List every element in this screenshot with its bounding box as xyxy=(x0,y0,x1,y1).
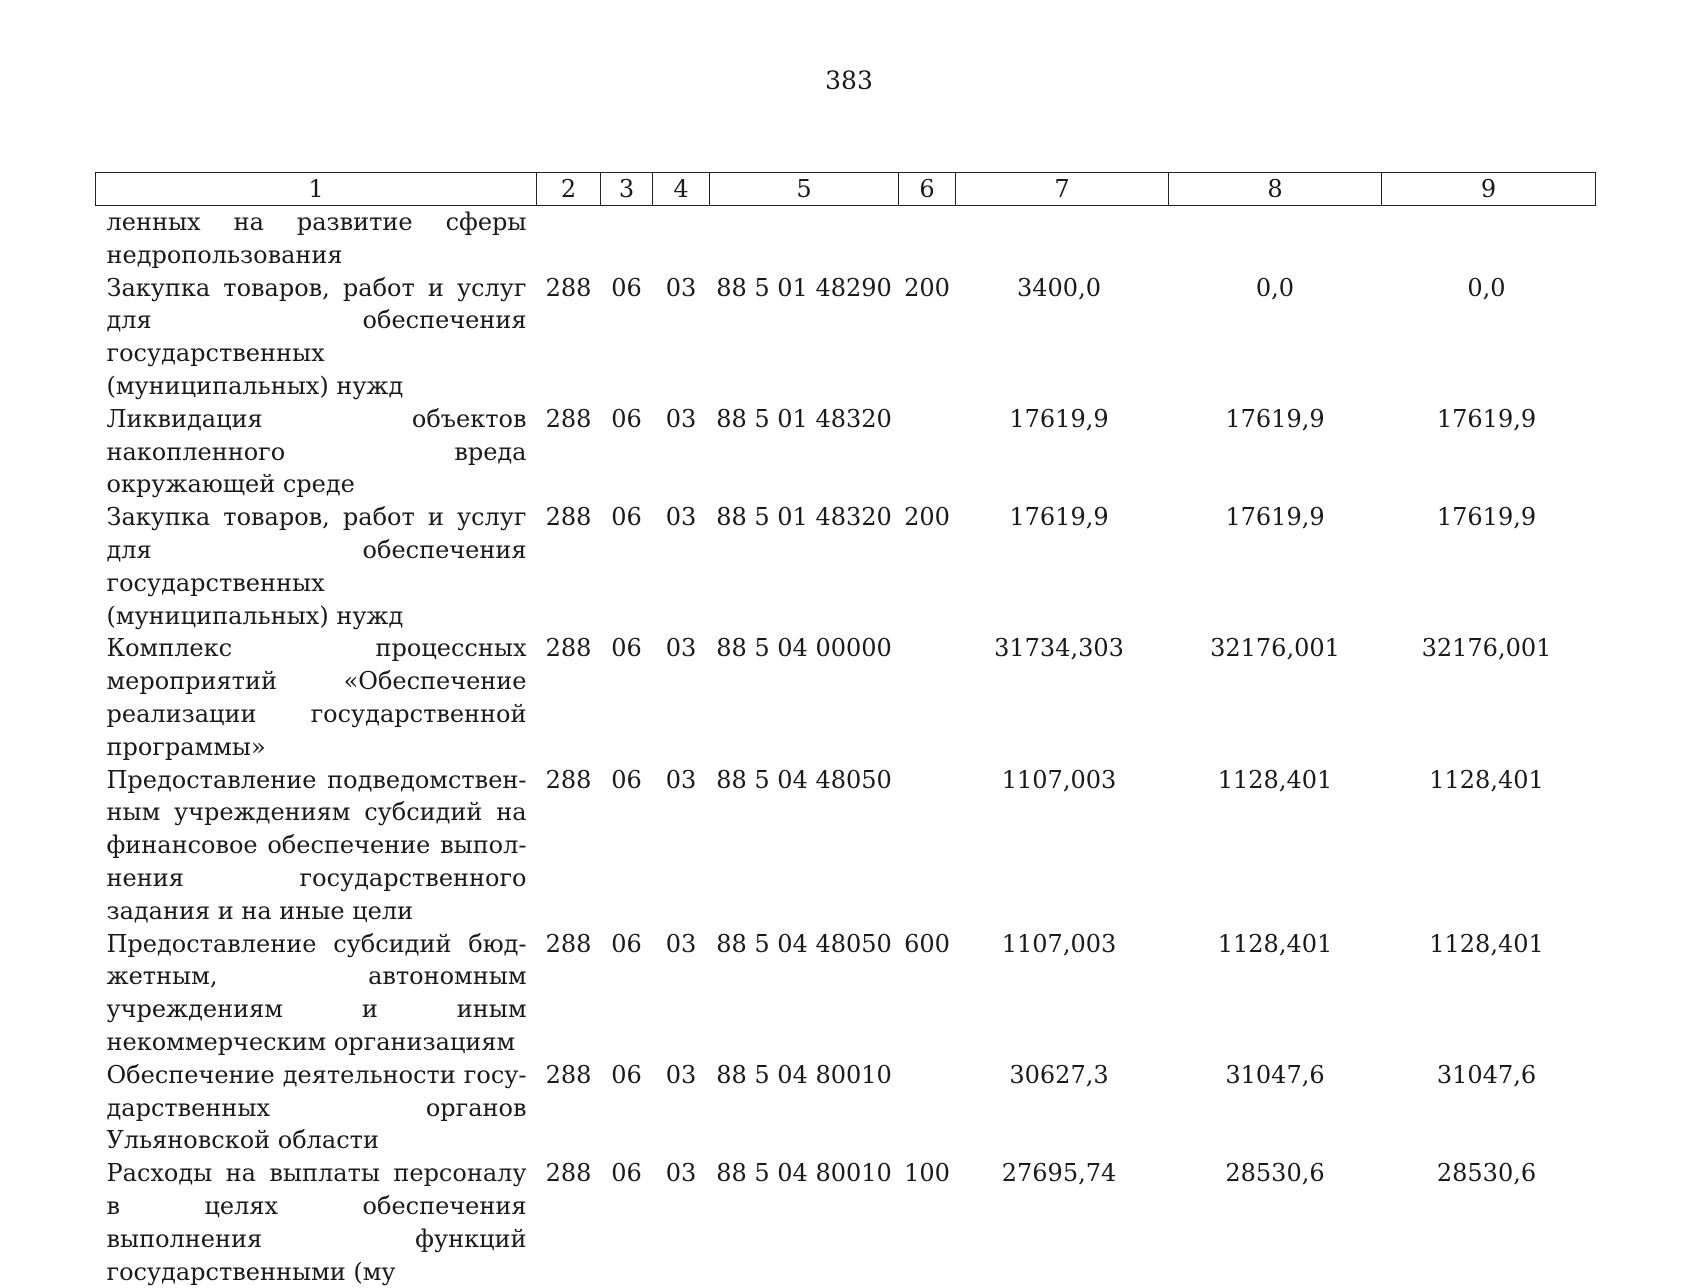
table-row xyxy=(96,403,1596,501)
expense-type-cell xyxy=(899,206,956,272)
expense-type-cell xyxy=(899,403,956,501)
row-name-cell: Предоставление подведомственным учреждениям субсидий на финансовое обеспечение выполнения государственного задания и на иные цели xyxy=(96,764,537,928)
subsection-code-cell xyxy=(653,206,710,272)
amount-col-7-cell: 3400,0 xyxy=(956,272,1169,403)
budget-table xyxy=(95,172,1596,1288)
table-row xyxy=(96,501,1596,632)
table-row xyxy=(96,632,1596,763)
admin-code-cell: 288 xyxy=(537,928,601,1059)
header-cell-col-8: 8 xyxy=(1169,173,1382,206)
row-name-cell: Расходы на выплаты персоналу в целях обеспечения выполнения функций государственными (му xyxy=(96,1157,537,1288)
amount-col-8-cell: 28530,6 xyxy=(1169,1157,1382,1288)
row-name-cell: Ликвидация объектов накопленного вреда окружающей среде xyxy=(96,403,537,501)
subsection-code-cell: 03 xyxy=(653,501,710,632)
row-name-cell: Предоставление субсидий бюджетным, автономным учреждениям и иным некоммерческим организациям xyxy=(96,928,537,1059)
row-name-cell: Комплекс процессных мероприятий «Обеспечение реализации государственной программы» xyxy=(96,632,537,763)
expense-type-cell: 200 xyxy=(899,501,956,632)
header-cell-col-1: 1 xyxy=(96,173,537,206)
header-cell-col-4: 4 xyxy=(653,173,710,206)
admin-code-cell: 288 xyxy=(537,632,601,763)
section-code-cell xyxy=(601,206,653,272)
amount-col-9-cell: 1128,401 xyxy=(1382,764,1596,928)
amount-col-9-cell: 31047,6 xyxy=(1382,1059,1596,1157)
amount-col-8-cell: 17619,9 xyxy=(1169,403,1382,501)
expense-type-cell xyxy=(899,764,956,928)
subsection-code-cell: 03 xyxy=(653,1059,710,1157)
expense-type-cell xyxy=(899,1059,956,1157)
amount-col-7-cell: 17619,9 xyxy=(956,501,1169,632)
amount-col-7-cell: 27695,74 xyxy=(956,1157,1169,1288)
amount-col-7-cell xyxy=(956,206,1169,272)
target-article-cell: 88 5 01 48290 xyxy=(710,272,899,403)
table-row xyxy=(96,206,1596,272)
admin-code-cell: 288 xyxy=(537,1059,601,1157)
section-code-cell: 06 xyxy=(601,272,653,403)
row-name-cell: ленных на развитие сферы недропользования xyxy=(96,206,537,272)
header-cell-col-6: 6 xyxy=(899,173,956,206)
amount-col-7-cell: 17619,9 xyxy=(956,403,1169,501)
table-row xyxy=(96,1059,1596,1157)
row-name-cell: Закупка товаров, работ и услуг для обеспечения государственных (муниципальных) нужд xyxy=(96,501,537,632)
expense-type-cell: 600 xyxy=(899,928,956,1059)
amount-col-7-cell: 30627,3 xyxy=(956,1059,1169,1157)
section-code-cell: 06 xyxy=(601,501,653,632)
amount-col-9-cell xyxy=(1382,206,1596,272)
admin-code-cell: 288 xyxy=(537,272,601,403)
expense-type-cell xyxy=(899,632,956,763)
table-row xyxy=(96,928,1596,1059)
amount-col-7-cell: 31734,303 xyxy=(956,632,1169,763)
amount-col-8-cell: 17619,9 xyxy=(1169,501,1382,632)
admin-code-cell: 288 xyxy=(537,501,601,632)
amount-col-7-cell: 1107,003 xyxy=(956,928,1169,1059)
target-article-cell: 88 5 04 00000 xyxy=(710,632,899,763)
table-row xyxy=(96,1157,1596,1288)
table-header xyxy=(96,173,1596,206)
target-article-cell xyxy=(710,206,899,272)
admin-code-cell: 288 xyxy=(537,1157,601,1288)
header-cell-col-3: 3 xyxy=(601,173,653,206)
amount-col-9-cell: 32176,001 xyxy=(1382,632,1596,763)
subsection-code-cell: 03 xyxy=(653,928,710,1059)
amount-col-9-cell: 17619,9 xyxy=(1382,403,1596,501)
subsection-code-cell: 03 xyxy=(653,272,710,403)
target-article-cell: 88 5 04 48050 xyxy=(710,764,899,928)
amount-col-7-cell: 1107,003 xyxy=(956,764,1169,928)
admin-code-cell: 288 xyxy=(537,403,601,501)
section-code-cell: 06 xyxy=(601,632,653,763)
header-row xyxy=(96,173,1596,206)
amount-col-9-cell: 0,0 xyxy=(1382,272,1596,403)
section-code-cell: 06 xyxy=(601,928,653,1059)
header-cell-col-5: 5 xyxy=(710,173,899,206)
header-cell-col-2: 2 xyxy=(537,173,601,206)
target-article-cell: 88 5 04 80010 xyxy=(710,1157,899,1288)
amount-col-8-cell: 31047,6 xyxy=(1169,1059,1382,1157)
table-row xyxy=(96,272,1596,403)
target-article-cell: 88 5 04 80010 xyxy=(710,1059,899,1157)
amount-col-9-cell: 28530,6 xyxy=(1382,1157,1596,1288)
subsection-code-cell: 03 xyxy=(653,632,710,763)
amount-col-8-cell: 32176,001 xyxy=(1169,632,1382,763)
row-name-cell: Закупка товаров, работ и услуг для обеспечения государственных (муниципальных) нужд xyxy=(96,272,537,403)
amount-col-8-cell xyxy=(1169,206,1382,272)
admin-code-cell: 288 xyxy=(537,764,601,928)
amount-col-8-cell: 1128,401 xyxy=(1169,764,1382,928)
amount-col-8-cell: 1128,401 xyxy=(1169,928,1382,1059)
table-row xyxy=(96,764,1596,928)
row-name-cell: Обеспечение деятельности государственных органов Ульяновской области xyxy=(96,1059,537,1157)
target-article-cell: 88 5 01 48320 xyxy=(710,403,899,501)
amount-col-8-cell: 0,0 xyxy=(1169,272,1382,403)
header-cell-col-7: 7 xyxy=(956,173,1169,206)
target-article-cell: 88 5 01 48320 xyxy=(710,501,899,632)
amount-col-9-cell: 1128,401 xyxy=(1382,928,1596,1059)
expense-type-cell: 200 xyxy=(899,272,956,403)
page-number: 383 xyxy=(0,66,1698,95)
subsection-code-cell: 03 xyxy=(653,1157,710,1288)
section-code-cell: 06 xyxy=(601,1059,653,1157)
section-code-cell: 06 xyxy=(601,764,653,928)
section-code-cell: 06 xyxy=(601,403,653,501)
subsection-code-cell: 03 xyxy=(653,764,710,928)
subsection-code-cell: 03 xyxy=(653,403,710,501)
admin-code-cell xyxy=(537,206,601,272)
table-body xyxy=(96,206,1596,1288)
section-code-cell: 06 xyxy=(601,1157,653,1288)
header-cell-col-9: 9 xyxy=(1382,173,1596,206)
amount-col-9-cell: 17619,9 xyxy=(1382,501,1596,632)
expense-type-cell: 100 xyxy=(899,1157,956,1288)
target-article-cell: 88 5 04 48050 xyxy=(710,928,899,1059)
